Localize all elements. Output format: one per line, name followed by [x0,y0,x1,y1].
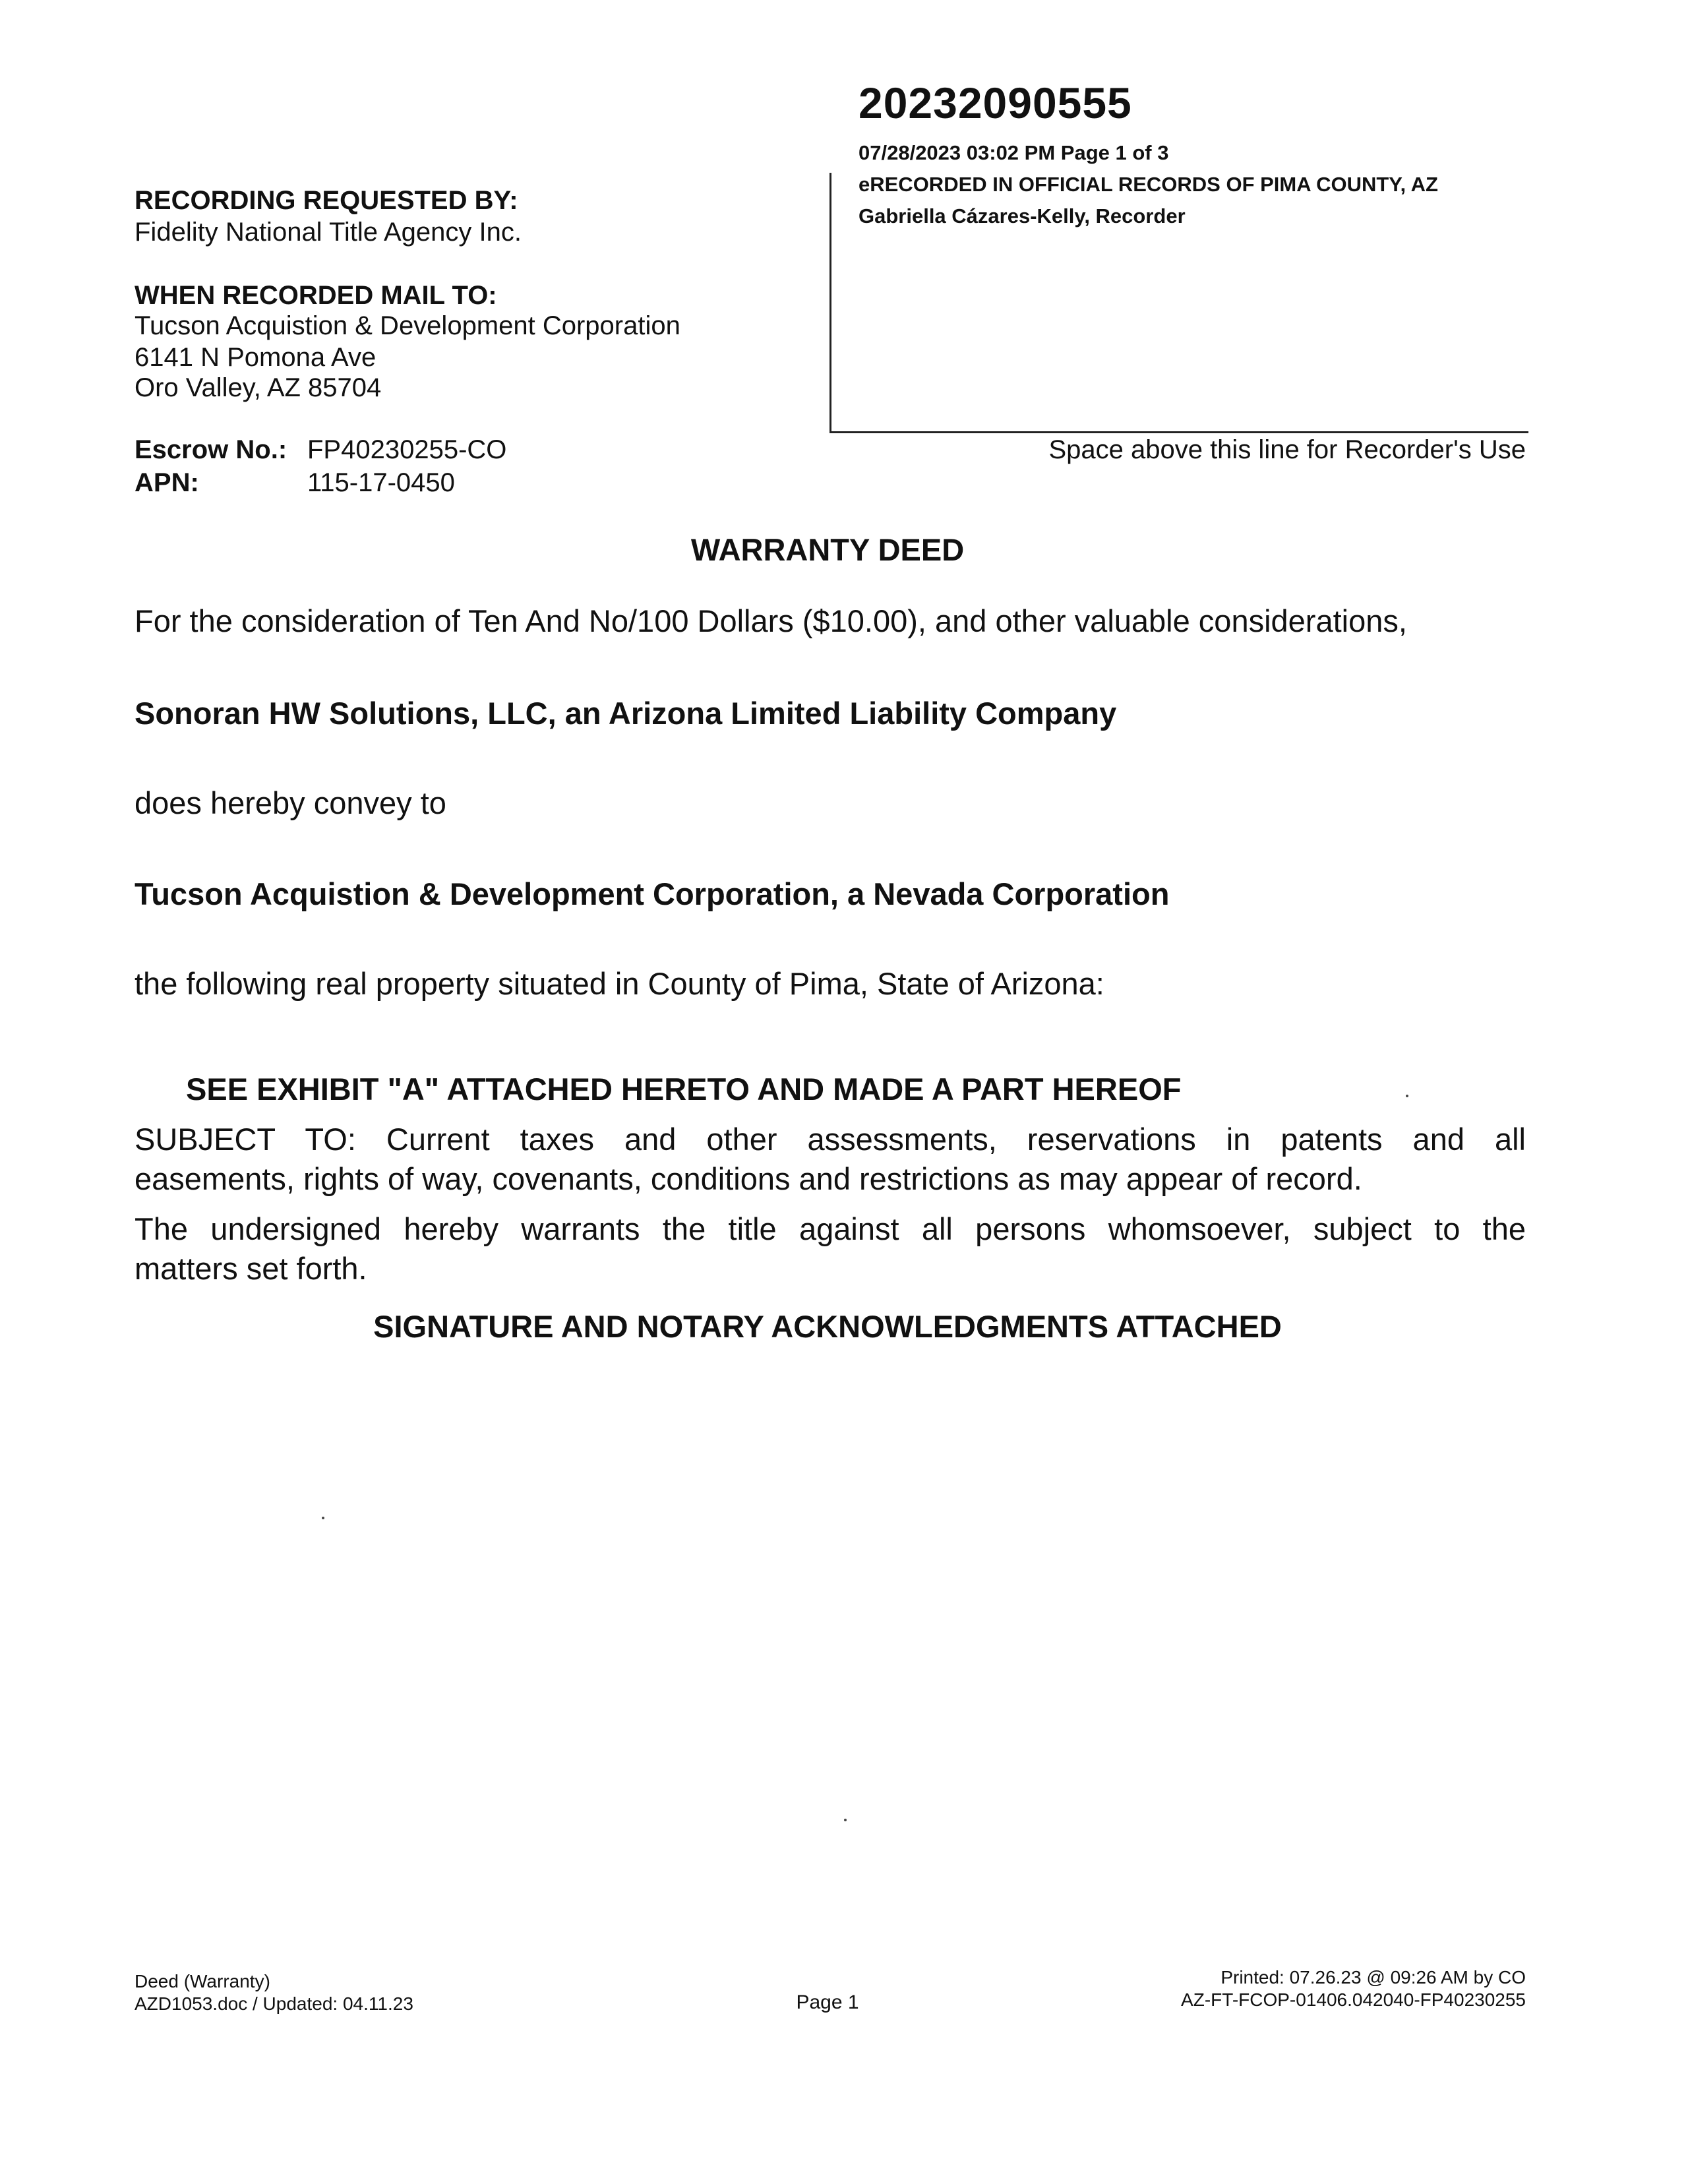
header-vertical-divider [829,173,831,433]
recording-number: 20232090555 [859,78,1132,127]
exhibit-reference: SEE EXHIBIT "A" ATTACHED HERETO AND MADE A PART HEREOF [186,1072,1182,1107]
escrow-label: Escrow No.: [135,435,287,464]
scan-speck [844,1819,847,1821]
deed-title: WARRANTY DEED [690,532,965,567]
grantee: Tucson Acquistion & Development Corporation, a Nevada Corporation [135,876,1170,911]
signature-notice: SIGNATURE AND NOTARY ACKNOWLEDGMENTS ATTACHED [373,1309,1282,1344]
subject-to-line-2: easements, rights of way, covenants, conditions and restrictions as may appear of record. [135,1161,1362,1196]
escrow-number: FP40230255-CO [307,435,507,464]
convey-text: does hereby convey to [135,785,446,820]
mail-to-label: WHEN RECORDED MAIL TO: [135,281,497,310]
recorder-use-line [829,431,1528,433]
consideration-text: For the consideration of Ten And No/100 Dollars ($10.00), and other valuable considerations, [135,603,1407,638]
property-text: the following real property situated in County of Pima, State of Arizona: [135,966,1104,1001]
footer-file-code: AZ-FT-FCOP-01406.042040-FP40230255 [1181,1989,1526,2010]
mail-to-name: Tucson Acquistion & Development Corporation [135,311,680,340]
footer-page: Page 1 [796,1991,859,2013]
recorder-use-note: Space above this line for Recorder's Use [1048,435,1526,464]
grantor: Sonoran HW Solutions, LLC, an Arizona Limited Liability Company [135,696,1117,731]
erecorded-statement: eRECORDED IN OFFICIAL RECORDS OF PIMA COUNTY, AZ [859,173,1438,196]
apn-label: APN: [135,468,199,497]
mail-to-street: 6141 N Pomona Ave [135,343,377,372]
footer-right [1181,1966,1526,2011]
apn-number: 115-17-0450 [307,468,455,497]
mail-to-city: Oro Valley, AZ 85704 [135,373,382,402]
warranty-line-1: The undersigned hereby warrants the title against all persons whomsoever, subject to the [135,1211,1526,1246]
footer-doc-file: AZD1053.doc / Updated: 04.11.23 [135,1993,413,2014]
requested-by-label: RECORDING REQUESTED BY: [135,186,518,215]
recorder-name: Gabriella Cázares-Kelly, Recorder [859,204,1186,228]
requested-by-name: Fidelity National Title Agency Inc. [135,218,522,247]
subject-to-paragraph [135,1120,1526,1289]
footer-doc-type: Deed (Warranty) [135,1971,270,1991]
scan-speck [1406,1095,1408,1097]
warranty-line-2: matters set forth. [135,1251,367,1286]
subject-to-line-1: SUBJECT TO: Current taxes and other assessments, reservations in patents and all [135,1122,1526,1157]
scan-speck [322,1517,324,1519]
recording-datetime-page: 07/28/2023 03:02 PM Page 1 of 3 [859,141,1169,164]
footer-printed: Printed: 07.26.23 @ 09:26 AM by CO [1221,1967,1526,1987]
